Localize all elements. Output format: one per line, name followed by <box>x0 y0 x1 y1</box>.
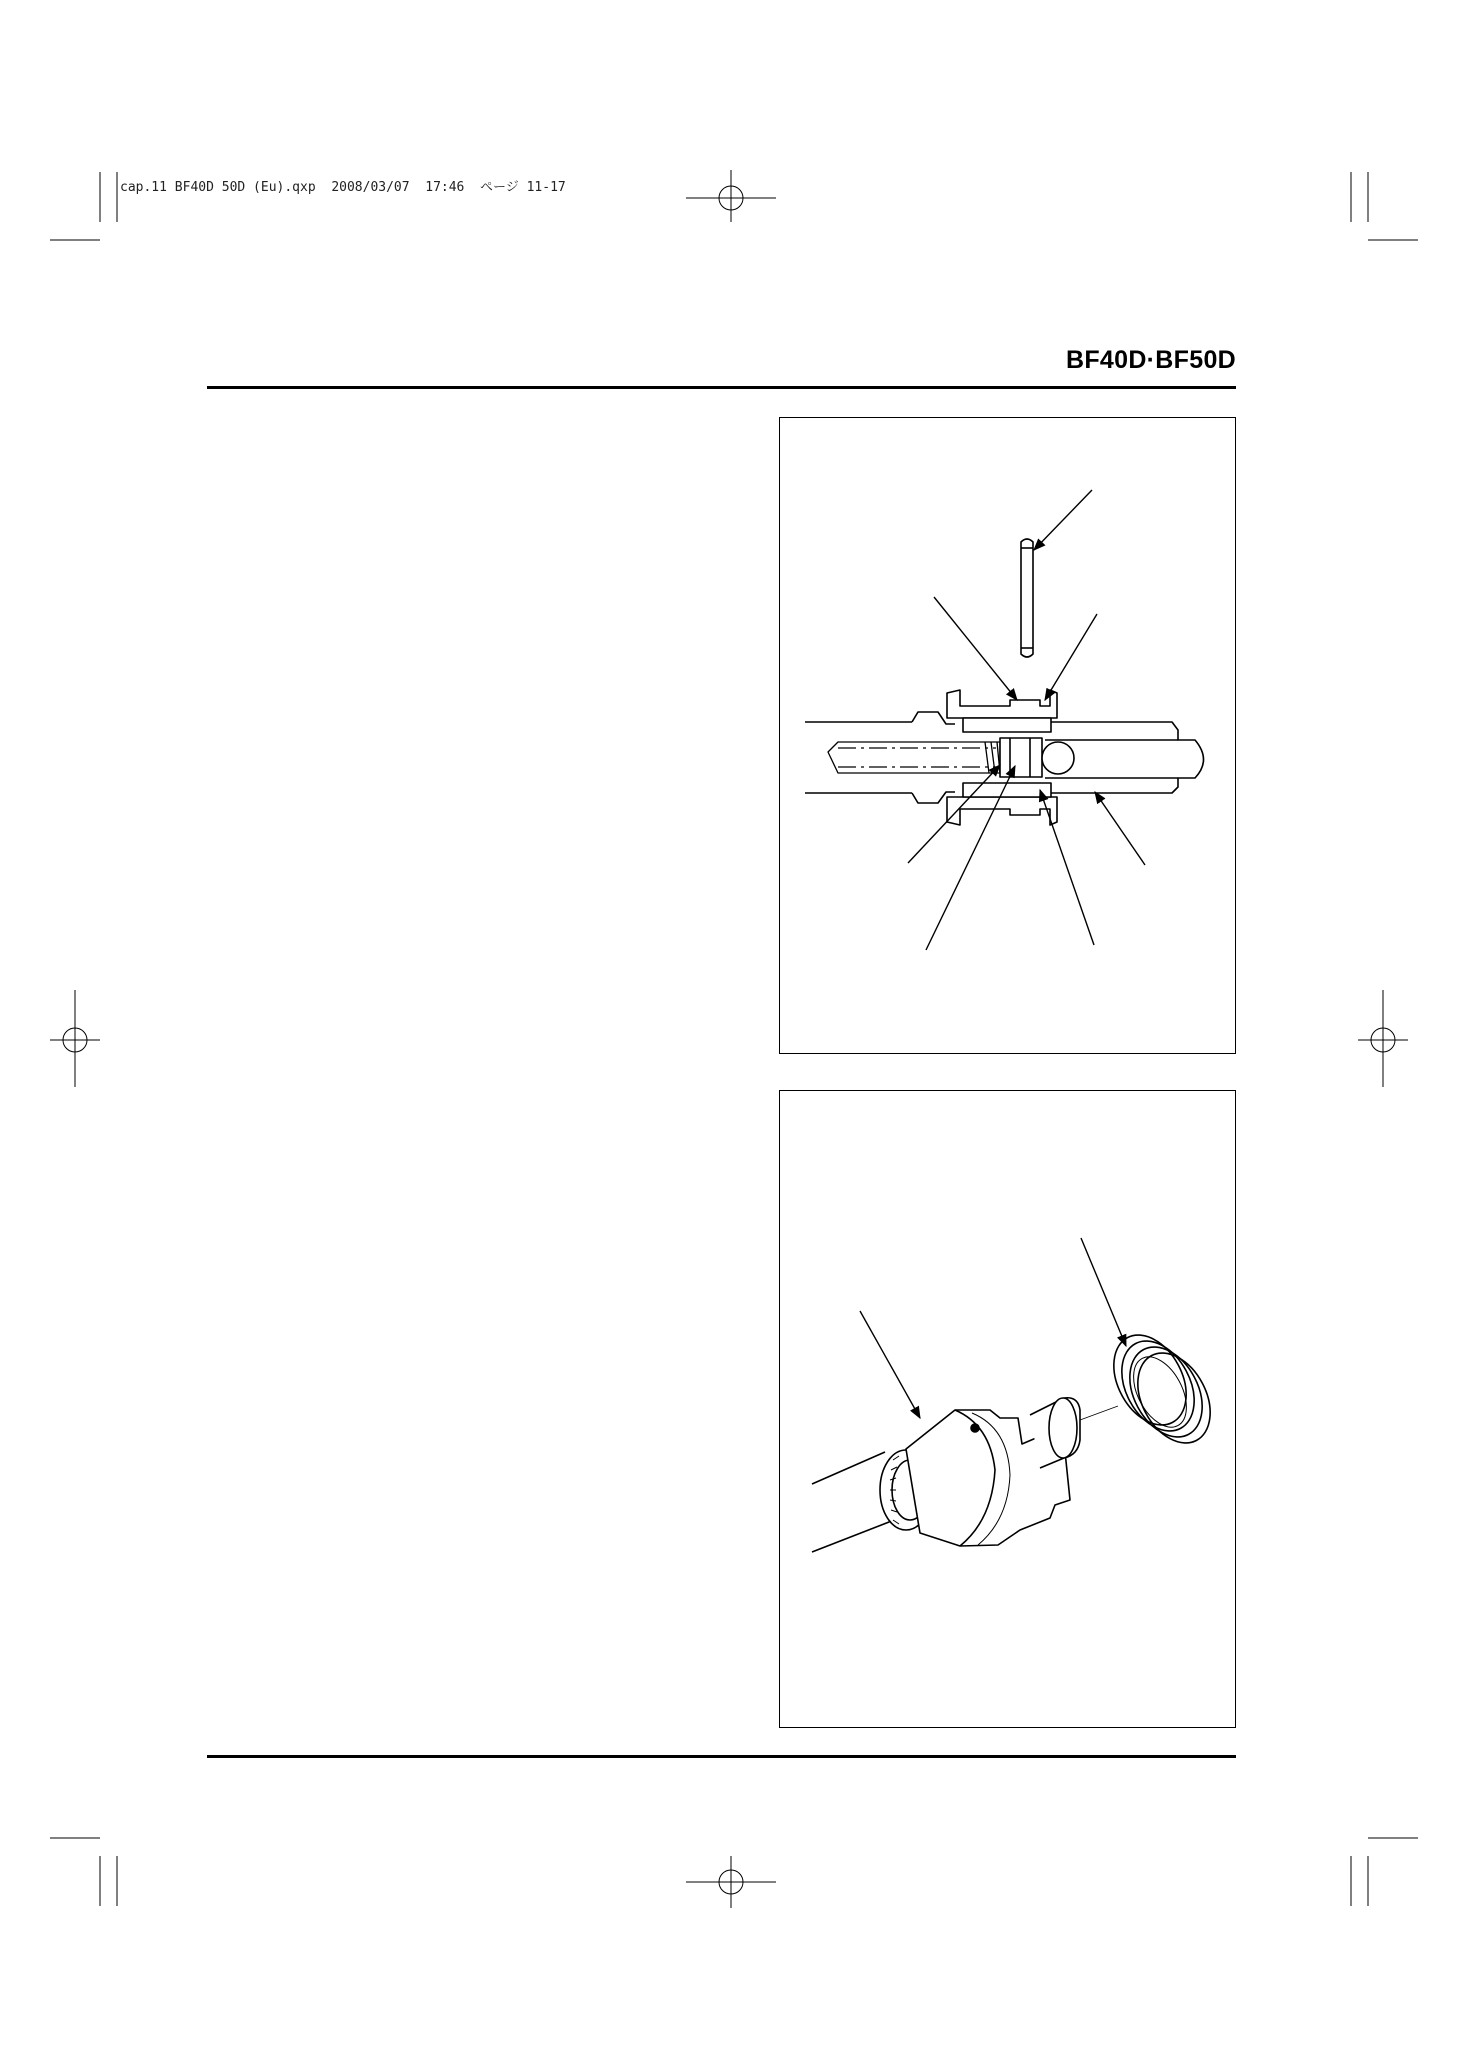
figure-2-callouts <box>860 1238 1126 1418</box>
registration-mark-right <box>1358 990 1408 1087</box>
threaded-bolt <box>828 742 1000 773</box>
page-model-title: BF40D·BF50D <box>1066 346 1236 374</box>
centre-line <box>1080 1406 1118 1420</box>
registration-mark-bottom <box>686 1856 776 1908</box>
callout-spring <box>1081 1238 1126 1346</box>
figure-2-drawing <box>812 1238 1225 1552</box>
crop-marks <box>50 172 1418 1906</box>
sleeve-and-ball <box>1000 738 1074 777</box>
callout-pin <box>1034 490 1092 550</box>
registration-mark-top <box>686 170 776 222</box>
coil-spring <box>1099 1323 1225 1456</box>
callout-collar-right <box>1045 614 1097 700</box>
registration-mark-left <box>50 990 100 1087</box>
callout-shaft <box>1095 792 1145 865</box>
pin <box>1021 539 1033 657</box>
registration-marks <box>50 170 1408 1908</box>
callout-thread <box>908 765 1000 863</box>
callout-collar-left <box>934 597 1017 700</box>
callout-ball <box>1040 790 1094 945</box>
upper-collar <box>947 690 1057 732</box>
callout-coupling <box>860 1311 920 1418</box>
figure-1-drawing <box>805 490 1204 950</box>
print-slug: cap.11 BF40D 50D (Eu).qxp 2008/03/07 17:46 ページ 11-17 <box>120 180 566 195</box>
